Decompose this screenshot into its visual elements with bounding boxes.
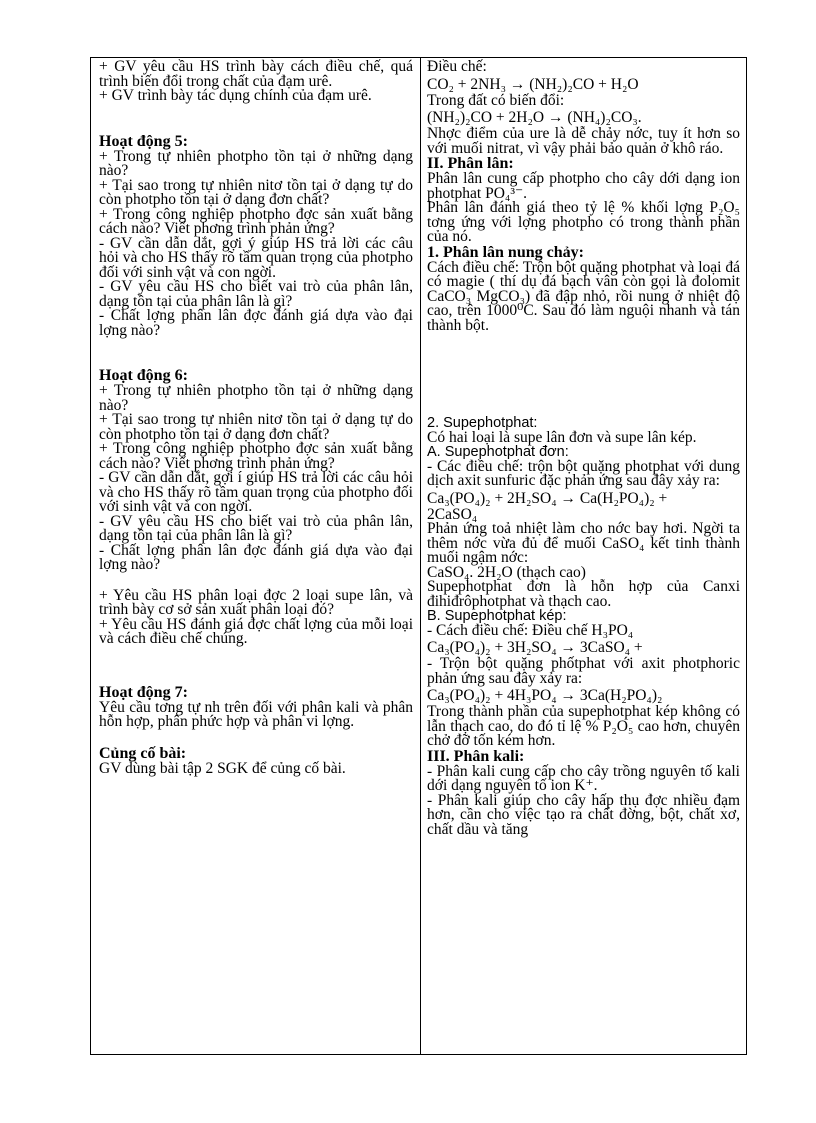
subsection-1-title: 1. Phân lân nung chảy: <box>427 243 584 261</box>
activity-5-item: - Chất lợng phân lân đợc đánh giá dựa vào đại lợng nào? <box>99 307 413 339</box>
section-3-title: III. Phân kali: <box>427 747 525 765</box>
lesson-table <box>90 57 747 1055</box>
activity-6-item: - GV cần dẫn dắt, gợi í giúp HS trả lời các câu hỏi và cho HS thấy rõ tầm quan trọng của photpho đối với sinh vật và con ngời. <box>99 469 413 515</box>
supephotphat-title: 2. Supephotphat: <box>427 415 538 431</box>
arrow-icon: → <box>560 687 576 704</box>
subsection-1-text: Cách điều chế: Trộn bột quặng photphat và loại đá có magie ( thí dụ đá bạch vân còn gọi là đolomit CaCO₃ MgCO₃) đã đập nhỏ, rồi nung ở nhiệt độ cao, trên 1000⁰C. Sau đó làm nguội nhanh và tán thành bột. <box>427 258 740 334</box>
activity-6-item: - GV yêu cầu HS cho biết vai trò của phân lân, dạng tồn tại của phân lân là gì? <box>99 512 413 544</box>
equation-2: (NH₂)₂CO + 2H₂O → (NH₄)₂CO₃. <box>427 109 642 126</box>
activity-6-item: - Chất lợng phân lân đợc đánh giá dựa vào đại lợng nào? <box>99 541 413 573</box>
section-2-para: Phân lân cung cấp photpho cho cây dới dạng ion photphat PO₄³⁻. <box>427 170 740 202</box>
soil-transformation-label: Trong đất có biến đổi: <box>427 91 565 109</box>
arrow-icon: → <box>547 109 564 126</box>
activity-6-item: + Trong tự nhiên photpho tồn tại ở những dạng nào? <box>99 382 413 414</box>
equation-1: CO₂ + 2NH₃ → (NH₂)₂CO + H₂O <box>427 75 639 93</box>
supephotphat-b-para: - Cách điều chế: Điều chế H₃PO₄ <box>427 621 634 639</box>
equation-4: Ca₃(PO₄)₂ + 3H₂SO₄ → 3CaSO₄ + <box>427 639 643 656</box>
supephotphat-intro: Có hai loại là supe lân đơn và supe lân kép. <box>427 428 697 446</box>
activity-6-extra: + Yêu cầu HS phân loại đợc 2 loại supe lân, và trình bày cơ sở sản xuất phân loại đó? <box>99 586 413 618</box>
consolidation-text: GV dùng bài tập 2 SGK để củng cố bài. <box>99 759 346 777</box>
disadvantage-text: Nhợc điểm của ure là dễ chảy nớc, tuy ít hơn so với muối nitrat, vì vậy phải bảo quản ở khô ráo. <box>427 125 740 157</box>
equation-3-continued: 2CaSO₄ <box>427 505 478 523</box>
equation-5: Ca₃(PO₄)₂ + 4H₃PO₄ → 3Ca(H₂PO₄)₂ <box>427 687 663 704</box>
activity-5-item: + Tại sao trong tự nhiên nitơ tồn tại ở dạng tự do còn photpho tồn tại ở dạng đơn chất? <box>99 176 413 208</box>
gypsum-formula: CaSO₄. 2H₂O (thạch cao) <box>427 563 586 581</box>
activity-5-item: - GV cần dẫn dắt, gợi ý giúp HS trả lời các câu hỏi và cho HS thấy rõ tầm quan trọng của photpho đối với sinh vật và con ngời. <box>99 234 413 281</box>
dieu-che-label: Điều chế: <box>427 58 487 75</box>
section-3-para: - Phân kali giúp cho cây hấp thụ đợc nhiều đạm hơn, cần cho việc tạo ra chất đờng, bột, chất xơ, chất dầu và tăng <box>427 791 740 838</box>
arrow-icon: → <box>509 75 526 93</box>
activity-6-extra: + Yêu cầu HS đánh giá đợc chất lợng của mỗi loại và cách điều chế chúng. <box>99 615 413 647</box>
activity-5-title: Hoạt động 5: <box>99 132 188 150</box>
activity-7-title: Hoạt động 7: <box>99 683 188 701</box>
activity-5-item: + Trong công nghiệp photpho đợc sản xuất bằng cách nào? Viết phơng trình phản ứng? <box>99 205 413 237</box>
section-3-para: - Phân kali cung cấp cho cây trồng nguyên tố kali dới dạng nguyên tố ion K⁺. <box>427 762 740 794</box>
supephotphat-b-para: Trong thành phần của supephotphat kép không có lẫn thạch cao, do đó tỉ lệ % P₂O₅ cao hơn, chuyên chở đỡ tốn kém hơn. <box>427 703 740 749</box>
content-column <box>421 58 746 1054</box>
intro-item: + GV trình bày tác dụng chính của đạm urê. <box>99 87 372 104</box>
activity-5-item: + Trong tự nhiên photpho tồn tại ở những dạng nào? <box>99 147 413 179</box>
consolidation-title: Củng cố bài: <box>99 744 187 762</box>
section-2-para: Phân lân đánh giá theo tỷ lệ % khối lợng P₂O₅ tơng ứng với lợng photpho có trong thành phần của nó. <box>427 199 740 245</box>
supephotphat-a-title: A. Supephotphat đơn: <box>427 444 569 460</box>
supephotphat-b-para: - Trộn bột quặng phốtphat với axit photphoric phản ứng sau đây xảy ra: <box>427 655 740 687</box>
activity-6-item: + Tại sao trong tự nhiên nitơ tồn tại ở dạng tự do còn photpho tồn tại ở dạng đơn chất? <box>99 411 413 443</box>
activity-7-text: Yêu cầu tơng tự nh trên đối với phân kali và phân hỗn hợp, phân phức hợp và phân vi lợng. <box>99 698 413 730</box>
arrow-icon: → <box>560 639 576 656</box>
section-2-title: II. Phân lân: <box>427 155 514 172</box>
equation-3: Ca₃(PO₄)₂ + 2H₂SO₄ → Ca(H₂PO₄)₂ + <box>427 489 668 507</box>
supephotphat-b-title: B. Supephotphat kép: <box>427 608 567 624</box>
intro-item: + GV yêu cầu HS trình bày cách điều chế, quá trình biến đổi trong chất của đạm urê. <box>99 58 413 90</box>
arrow-icon: → <box>560 489 576 507</box>
supephotphat-a-para: Phản ứng toả nhiệt làm cho nớc bay hơi. Ngời ta thêm nớc vừa đủ để muối CaSO₄ kết tinh thành muối ngậm nớc: <box>427 520 740 566</box>
activity-6-item: + Trong công nghiệp photpho đợc sản xuất bằng cách nào? Viết phơng trình phản ứng? <box>99 440 413 472</box>
activity-5-item: - GV yêu cầu HS cho biết vai trò của phân lân, dạng tồn tại của phân lân là gì? <box>99 278 413 310</box>
activity-6-title: Hoạt động 6: <box>99 367 188 384</box>
supephotphat-a-para: Supephotphat đơn là hỗn hợp của Canxi đihiđrôphotphat và thạch cao. <box>427 578 740 610</box>
teacher-activities-column <box>91 58 421 1054</box>
supephotphat-a-text: - Các điều chế: trộn bột quặng photphat với dung dịch axit sunfuric đặc phản ứng sau đây xảy ra: <box>427 457 740 489</box>
